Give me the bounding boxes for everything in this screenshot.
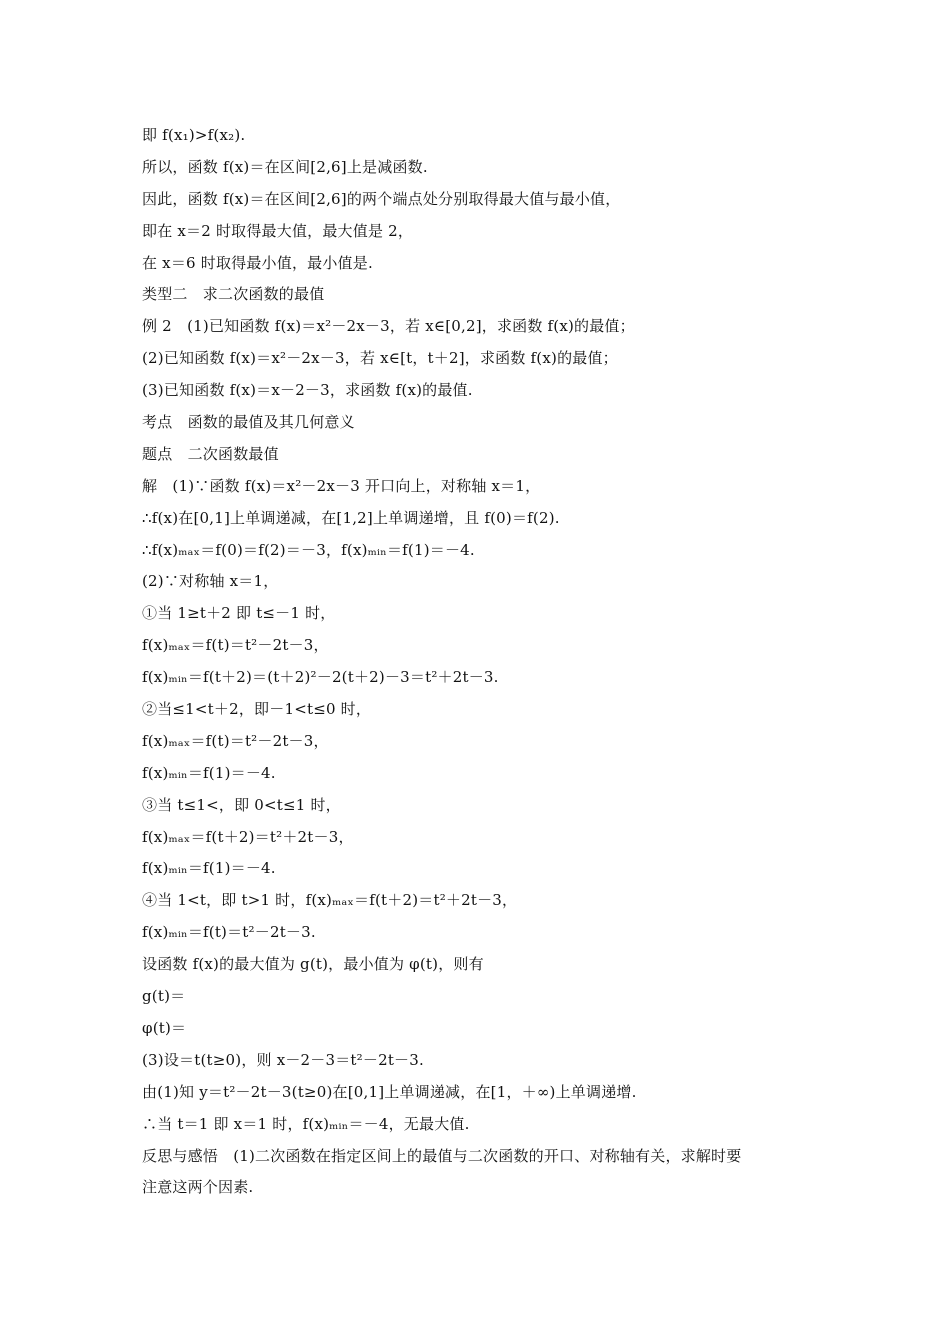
solution-line: f(x)ₘₐₓ＝f(t)＝t²－2t－3， xyxy=(142,636,329,655)
example-line: 例 2 (1)已知函数 f(x)＝x²－2x－3，若 x∈[0,2]，求函数 f(x)的最值； xyxy=(142,317,635,336)
solution-line: f(x)ₘᵢₙ＝f(t＋2)＝(t＋2)²－2(t＋2)－3＝t²＋2t－3. xyxy=(142,668,499,687)
text-line: 因此，函数 f(x)＝在区间[2,6]的两个端点处分别取得最大值与最小值， xyxy=(142,189,621,208)
text-line: 所以，函数 f(x)＝在区间[2,6]上是减函数. xyxy=(142,157,428,176)
solution-line: ④当 1<t，即 t>1 时，f(x)ₘₐₓ＝f(t＋2)＝t²＋2t－3， xyxy=(142,891,518,910)
solution-line: f(x)ₘᵢₙ＝f(1)＝－4. xyxy=(142,859,276,878)
solution-line: f(x)ₘᵢₙ＝f(t)＝t²－2t－3. xyxy=(142,923,316,942)
solution-line: φ(t)＝ xyxy=(142,1018,187,1037)
text-line: 在 x＝6 时取得最小值，最小值是. xyxy=(142,253,373,272)
document-body xyxy=(142,120,822,1204)
reflection-line: 反思与感悟 (1)二次函数在指定区间上的最值与二次函数的开口、对称轴有关，求解时要 xyxy=(142,1146,742,1165)
example-line: (3)已知函数 f(x)＝x－2－3，求函数 f(x)的最值. xyxy=(142,381,473,400)
text-line: 即在 x＝2 时取得最大值，最大值是 2， xyxy=(142,221,414,240)
solution-line: ∴f(x)ₘₐₓ＝f(0)＝f(2)＝－3，f(x)ₘᵢₙ＝f(1)＝－4. xyxy=(142,540,475,559)
solution-line: 由(1)知 y＝t²－2t－3(t≥0)在[0,1]上单调递减，在[1，＋∞)上单调递增. xyxy=(142,1082,637,1101)
solution-line: ∴当 t＝1 即 x＝1 时，f(x)ₘᵢₙ＝－4，无最大值. xyxy=(142,1114,470,1133)
solution-line: f(x)ₘᵢₙ＝f(1)＝－4. xyxy=(142,763,276,782)
solution-line: f(x)ₘₐₓ＝f(t)＝t²－2t－3， xyxy=(142,731,329,750)
reflection-line: 注意这两个因素. xyxy=(142,1178,254,1197)
solution-line: ②当≤1<t＋2，即－1<t≤0 时， xyxy=(142,700,372,719)
solution-line: 解 (1)∵函数 f(x)＝x²－2x－3 开口向上，对称轴 x＝1， xyxy=(142,476,541,495)
solution-line: ③当 t≤1<，即 0<t≤1 时， xyxy=(142,795,341,814)
topic-line: 题点 二次函数最值 xyxy=(142,444,279,463)
topic-line: 考点 函数的最值及其几何意义 xyxy=(142,413,355,432)
example-line: (2)已知函数 f(x)＝x²－2x－3，若 x∈[t，t＋2]，求函数 f(x)的最值； xyxy=(142,349,618,368)
solution-line: g(t)＝ xyxy=(142,987,186,1006)
solution-line: f(x)ₘₐₓ＝f(t＋2)＝t²＋2t－3， xyxy=(142,827,354,846)
solution-line: (2)∵对称轴 x＝1， xyxy=(142,572,279,591)
solution-line: (3)设＝t(t≥0)，则 x－2－3＝t²－2t－3. xyxy=(142,1050,424,1069)
solution-line: 设函数 f(x)的最大值为 g(t)，最小值为 φ(t)，则有 xyxy=(142,955,484,974)
section-heading: 类型二 求二次函数的最值 xyxy=(142,285,325,304)
solution-line: ∴f(x)在[0,1]上单调递减，在[1,2]上单调递增，且 f(0)＝f(2). xyxy=(142,508,560,527)
text-line: 即 f(x₁)>f(x₂). xyxy=(142,126,246,144)
solution-line: ①当 1≥t＋2 即 t≤－1 时， xyxy=(142,604,336,623)
